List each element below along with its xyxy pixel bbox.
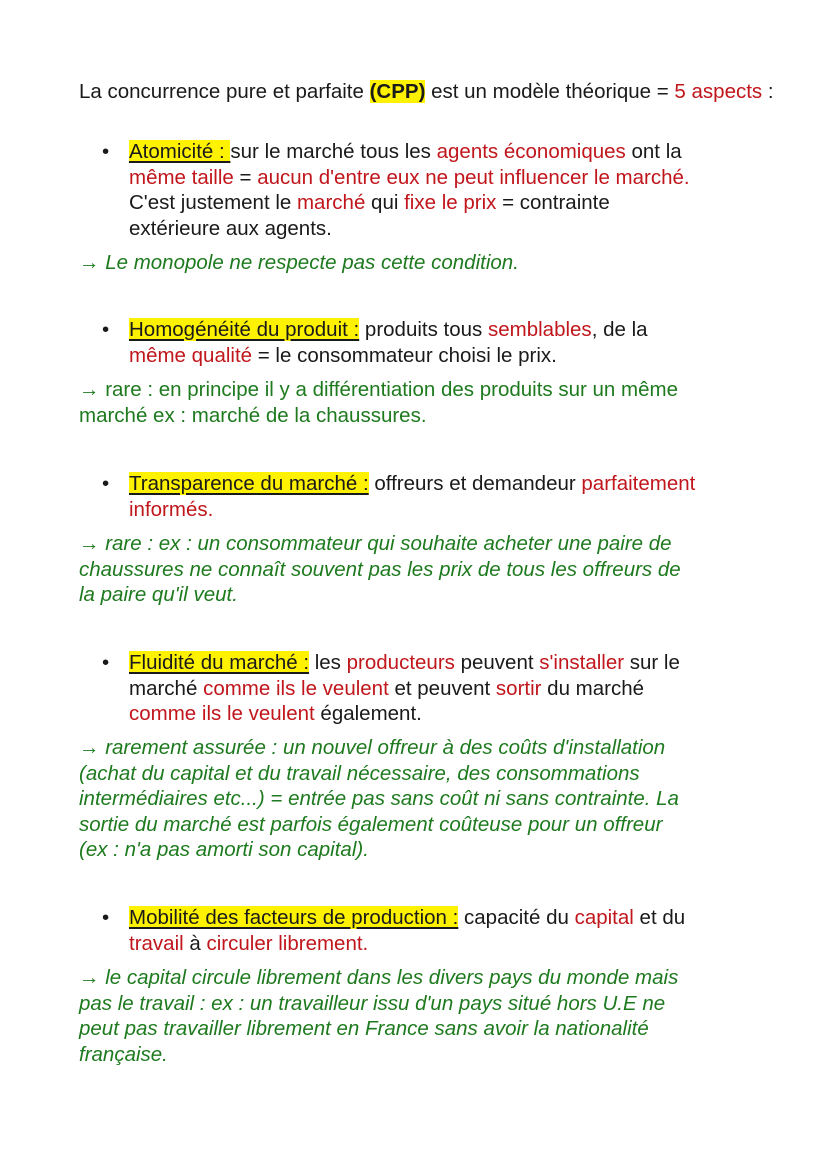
item-text: Mobilité des facteurs de production : capacité du capital et du travail à circuler librement. [129, 906, 686, 955]
list-item-mobilite [102, 905, 762, 956]
list-item-transparence [102, 471, 762, 522]
note-atomicite: → Le monopole ne respecte pas cette condition. [79, 251, 519, 274]
term-fluidite: Fluidité du marché : [129, 651, 310, 674]
bullet-icon: • [102, 140, 110, 163]
item-text: Homogénéité du produit : produits tous semblables, de la même qualité = le consommateur choisi le prix. [129, 318, 648, 367]
term-mobilite: Mobilité des facteurs de production : [129, 906, 459, 929]
list-item-fluidite [102, 650, 762, 727]
note-transparence: → rare : ex : un consommateur qui souhaite acheter une paire de chaussures ne connaît souvent pas les prix de tous les offreurs de la paire qu'il veut. [79, 532, 681, 607]
bullet-icon: • [102, 472, 110, 495]
bullet-icon: • [102, 318, 110, 341]
note-fluidite: → rarement assurée : un nouvel offreur à des coûts d'installation (achat du capital et du travail nécessaire, des consommations intermédiaires etc...) = entrée pas sans coût ni sans contrainte. La sortie du marché est parfois également coûteuse pour un offreur (ex : n'a pas amorti son capital). [79, 736, 679, 862]
note-mobilite: → le capital circule librement dans les divers pays du monde mais pas le travail : ex : un travailleur issu d'un pays situé hors U.E ne peut pas travailler librement en France sans avoir la nationalité française. [79, 966, 679, 1066]
term-transparence: Transparence du marché : [129, 472, 369, 495]
item-text: Fluidité du marché : les producteurs peuvent s'installer sur le marché comme ils le veulent et peuvent sortir du marché comme ils le veulent également. [129, 651, 680, 726]
list-item-atomicite [102, 139, 762, 241]
item-text: Transparence du marché : offreurs et demandeur parfaitement informés. [129, 472, 696, 521]
intro-paragraph: La concurrence pure et parfaite (CPP) est un modèle théorique = 5 aspects : [79, 80, 774, 103]
term-homogeneite: Homogénéité du produit : [129, 318, 360, 341]
bullet-icon: • [102, 906, 110, 929]
note-homogeneite: → rare : en principe il y a différentiation des produits sur un même marché ex : marché de la chaussures. [79, 378, 678, 427]
item-text: Atomicité : sur le marché tous les agents économiques ont la même taille = aucun d'entre eux ne peut influencer le marché. C'est justement le marché qui fixe le prix = contrainte extérieure aux agents. [129, 140, 690, 240]
term-atomicite: Atomicité : [129, 140, 231, 163]
cpp-highlight: (CPP) [369, 80, 426, 103]
list-item-homogeneite [102, 317, 762, 368]
bullet-icon: • [102, 651, 110, 674]
